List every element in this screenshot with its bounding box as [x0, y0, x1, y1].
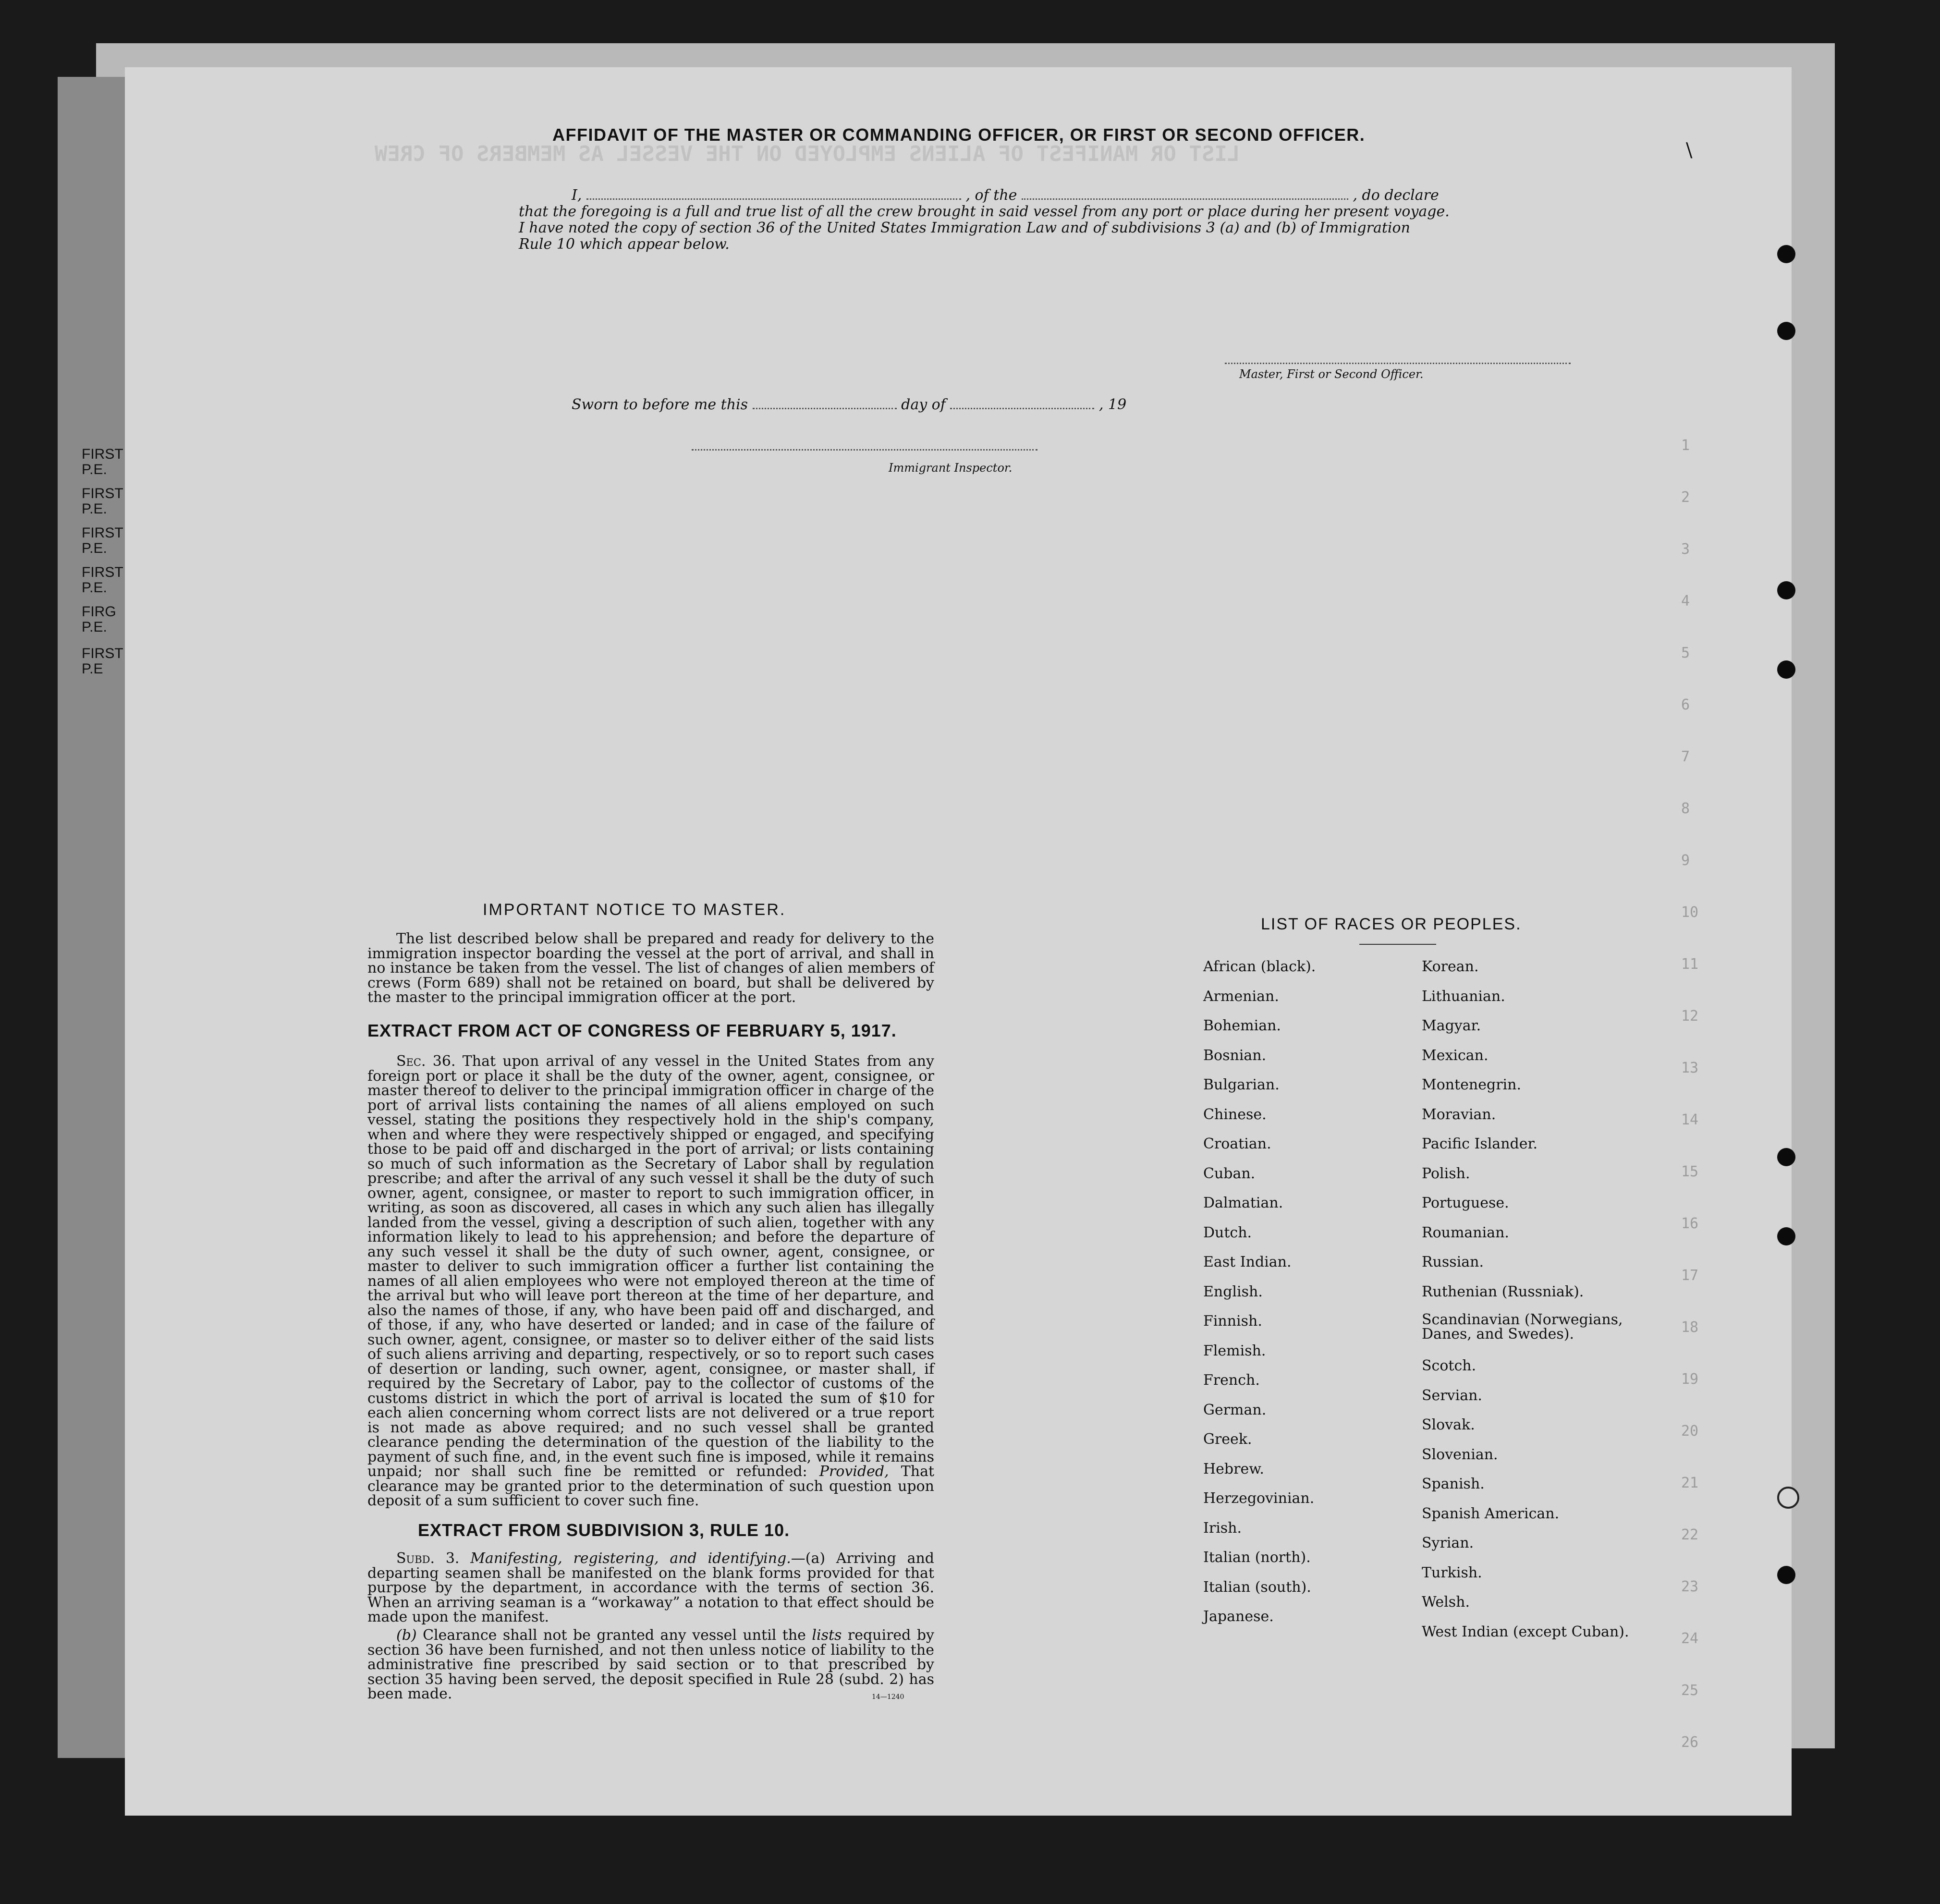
race-item: Spanish. — [1422, 1476, 1485, 1492]
race-item: English. — [1203, 1283, 1263, 1300]
races-title: LIST OF RACES OR PEOPLES. — [1261, 915, 1522, 933]
act-title: EXTRACT FROM ACT OF CONGRESS OF FEBRUARY 5, 1917. — [367, 1021, 897, 1040]
race-item: Roumanian. — [1422, 1224, 1509, 1241]
notice-title: IMPORTANT NOTICE TO MASTER. — [483, 901, 786, 919]
bleed-through-title: LIST OR MANIFEST OF ALIENS EMPLOYED ON THE VESSEL AS MEMBERS OF CREW — [375, 142, 1240, 166]
corner-mark: \ — [1686, 139, 1693, 161]
index-tab: FIRST P.E. — [82, 564, 123, 596]
race-item: Magyar. — [1422, 1017, 1481, 1034]
race-item: Pacific Islander. — [1422, 1135, 1538, 1152]
punch-hole — [1777, 1566, 1795, 1584]
act-section-label: Sec. 36. — [396, 1053, 456, 1070]
race-item: Herzegovinian. — [1203, 1490, 1315, 1507]
document-page — [125, 67, 1792, 1816]
punch-hole — [1777, 1227, 1795, 1245]
ghost-row-number: 5 — [1681, 645, 1690, 661]
race-item: Slovenian. — [1422, 1446, 1498, 1463]
ghost-row-number: 17 — [1681, 1267, 1699, 1284]
ghost-row-number: 25 — [1681, 1682, 1699, 1699]
ghost-row-number: 3 — [1681, 541, 1690, 558]
vessel-name-blank — [1022, 198, 1348, 200]
race-item: Korean. — [1422, 958, 1479, 975]
race-item: West Indian (except Cuban). — [1422, 1623, 1629, 1640]
master-name-blank — [586, 198, 961, 200]
race-item: French. — [1203, 1372, 1260, 1389]
race-item: Syrian. — [1422, 1535, 1474, 1551]
ghost-row-number: 12 — [1681, 1008, 1699, 1025]
punch-hole — [1777, 581, 1795, 599]
race-item: Bosnian. — [1203, 1047, 1267, 1064]
race-item: Dutch. — [1203, 1224, 1252, 1241]
race-item: Cuban. — [1203, 1165, 1256, 1182]
ghost-row-number: 6 — [1681, 696, 1690, 713]
race-item: Bulgarian. — [1203, 1076, 1280, 1093]
ghost-row-number: 7 — [1681, 748, 1690, 765]
ghost-row-number: 18 — [1681, 1319, 1699, 1336]
sworn-month-blank — [950, 408, 1094, 409]
ghost-row-number: 2 — [1681, 489, 1690, 506]
ghost-row-number: 20 — [1681, 1423, 1699, 1440]
ghost-row-number: 11 — [1681, 956, 1699, 973]
rule-para-a-text: —(a) Arriving and departing seamen shall be manifested on the blank forms provided for that purpose by the department, in accordance with the terms of section 36. When an arriving seaman is a “workaway” a notation to that effect should be made upon the manifest. — [367, 1550, 934, 1625]
race-item: Chinese. — [1203, 1106, 1267, 1123]
ghost-row-number: 10 — [1681, 904, 1699, 921]
punch-hole — [1777, 660, 1795, 679]
form-number: 14—1240 — [872, 1693, 904, 1701]
race-item: Servian. — [1422, 1387, 1482, 1404]
race-item: Finnish. — [1203, 1313, 1262, 1330]
race-item: Greek. — [1203, 1431, 1252, 1448]
affidavit-line-1: I, , of the , do declare — [572, 187, 1439, 204]
master-signature-line — [1225, 363, 1571, 364]
affidavit-line-4: Rule 10 which appear below. — [519, 236, 730, 253]
race-item: Spanish American. — [1422, 1505, 1560, 1522]
race-item: Flemish. — [1203, 1342, 1266, 1359]
race-item: Montenegrin. — [1422, 1076, 1521, 1093]
act-section-tail: That clearance may be granted prior to the determination of such question upon deposit of a sum sufficient to cover such fine. — [367, 1463, 935, 1509]
ghost-row-number: 15 — [1681, 1163, 1699, 1180]
race-item: Scotch. — [1422, 1357, 1476, 1374]
act-provided: Provided, — [819, 1463, 889, 1480]
race-item: German. — [1203, 1401, 1267, 1418]
inspector-signature-line — [692, 449, 1037, 451]
ghost-row-number: 19 — [1681, 1371, 1699, 1388]
race-item: Turkish. — [1422, 1564, 1482, 1581]
ghost-row-number: 23 — [1681, 1578, 1699, 1595]
races-left-column — [1203, 958, 1415, 1638]
ghost-row-number: 16 — [1681, 1215, 1699, 1232]
race-item: Russian. — [1422, 1254, 1484, 1270]
master-signature-label: Master, First or Second Officer. — [1239, 367, 1424, 381]
ghost-row-number: 21 — [1681, 1475, 1699, 1491]
race-item: Irish. — [1203, 1519, 1242, 1537]
affidavit-line-2: that the foregoing is a full and true list of all the crew brought in said vessel from any port or place during her present voyage. — [519, 203, 1450, 220]
act-text — [367, 1054, 934, 1509]
race-item: Polish. — [1422, 1165, 1470, 1182]
race-item: East Indian. — [1203, 1254, 1292, 1270]
ghost-row-number: 26 — [1681, 1734, 1699, 1751]
ghost-row-number: 22 — [1681, 1526, 1699, 1543]
index-tab: FIRST P.E. — [82, 486, 123, 517]
race-item: Italian (south). — [1203, 1578, 1311, 1596]
race-item: Mexican. — [1422, 1047, 1489, 1064]
ghost-row-number: 14 — [1681, 1111, 1699, 1128]
notice-text: The list described below shall be prepared and ready for delivery to the immigration inspector boarding the vessel at the port of arrival, and shall in no instance be taken from the vessel. The list of changes of alien members of crews (Form 689) shall not be retained on board, but shall be delivered by the master to the principal immigration officer at the port. — [367, 930, 934, 1006]
race-item: Slovak. — [1422, 1416, 1475, 1433]
rule-title: EXTRACT FROM SUBDIVISION 3, RULE 10. — [418, 1520, 790, 1540]
race-item: Dalmatian. — [1203, 1195, 1283, 1211]
inspector-signature-label: Immigrant Inspector. — [889, 461, 1013, 475]
ghost-row-number: 9 — [1681, 852, 1690, 869]
bleed-through-row-numbers — [1681, 437, 1710, 1786]
index-tab: FIRST P.E — [82, 646, 123, 677]
sworn-line: Sworn to before me this day of , 19 — [572, 396, 1127, 413]
ghost-row-number: 24 — [1681, 1630, 1699, 1647]
race-item: Hebrew. — [1203, 1460, 1264, 1477]
race-item: Scandinavian (Norwegians, Danes, and Swedes). — [1422, 1311, 1623, 1343]
index-tab: FIRST P.E. — [82, 525, 123, 556]
act-section-body: That upon arrival of any vessel in the United States from any foreign port or place it shall be the duty of the owner, agent, consignee, or master thereof to deliver to the principal immigration officer in charge of the port of arrival lists containing the names of all aliens employed on such vessel, stating the positions they respectively hold in the ship's company, when and where they were respectively shipped or engaged, and specifying those to be paid off and discharged in the port of arrival; or lists containing so much of such information as the Secretary of Labor shall by regulation prescribe; and after the arrival of any such vessel it shall be the duty of such owner, agent, consignee, or master to report to such immigration officer, in writing, as soon as discovered, all cases in which any such alien has illegally landed from the vessel, giving a description of such alien, together with any information likely to lead to his apprehension; and before the departure of any such vessel it shall be the duty of such owner, agent, consignee, or master to deliver to such immigration officer a further list containing the names of all alien employees who were not employed thereon at the time of the arrival but who will leave port thereon at the time of her departure, and also the names of those, if any, who have been paid off and discharged, and of those, if any, who have deserted or landed; and in case of the failure of such owner, agent, consignee, or master so to deliver either of the said lists of such aliens arriving and departing, respectively, or so to report such cases of desertion or landing, such owner, agent, consignee, or master shall, if required by the Secretary of Labor, pay to the collector of customs of the customs district in which the port of arrival is located the sum of $10 for each alien concerning whom correct lists are not delivered or a true report is not made as above required; and no such vessel shall be granted clearance pending the determination of the question of the liability to the payment of such fine, and, in the event such fine is imposed, while it remains unpaid; nor shall such fine be remitted or refunded: — [367, 1053, 934, 1480]
rule-para-a — [367, 1551, 934, 1625]
punch-hole — [1777, 245, 1795, 263]
race-item: Bohemian. — [1203, 1017, 1281, 1034]
race-item: Lithuanian. — [1422, 988, 1505, 1005]
ghost-row-number: 4 — [1681, 593, 1690, 610]
race-item: Moravian. — [1422, 1106, 1496, 1123]
race-item: Armenian. — [1203, 988, 1279, 1005]
race-item: Japanese. — [1203, 1608, 1274, 1625]
affidavit-title: AFFIDAVIT OF THE MASTER OR COMMANDING OFFICER, OR FIRST OR SECOND OFFICER. — [552, 125, 1366, 145]
races-right-column — [1422, 958, 1652, 1653]
punch-hole — [1777, 1487, 1799, 1509]
sworn-day-blank — [753, 408, 897, 409]
rule-subd-label: Subd. 3. — [396, 1550, 460, 1567]
punch-hole — [1777, 322, 1795, 340]
race-item: Ruthenian (Russniak). — [1422, 1283, 1584, 1300]
race-item: African (black). — [1203, 958, 1316, 975]
rule-subd-heading: Manifesting, registering, and identifying. — [470, 1550, 791, 1567]
rule-para-b: (b) Clearance shall not be granted any vessel until the lists required by section 36 have been furnished, and not then unless notice of liability to the administrative fine prescribed by said section or to that prescribed by section 35 having been served, the deposit specified in Rule 28 (subd. 2) has been made. — [367, 1627, 934, 1702]
punch-hole — [1777, 1148, 1795, 1166]
index-tab: FIRST P.E. — [82, 446, 123, 477]
ghost-row-number: 1 — [1681, 437, 1690, 454]
ghost-row-number: 8 — [1681, 800, 1690, 817]
races-title-rule — [1359, 944, 1436, 945]
race-item: Portuguese. — [1422, 1195, 1509, 1211]
race-item: Croatian. — [1203, 1135, 1271, 1152]
race-item: Welsh. — [1422, 1594, 1470, 1611]
ghost-row-number: 13 — [1681, 1060, 1699, 1076]
race-item: Italian (north). — [1203, 1549, 1311, 1566]
index-tab: FIRG P.E. — [82, 604, 116, 635]
affidavit-body — [519, 187, 1614, 253]
affidavit-line-3: I have noted the copy of section 36 of the United States Immigration Law and of subdivisions 3 (a) and (b) of Immigration — [519, 220, 1410, 236]
